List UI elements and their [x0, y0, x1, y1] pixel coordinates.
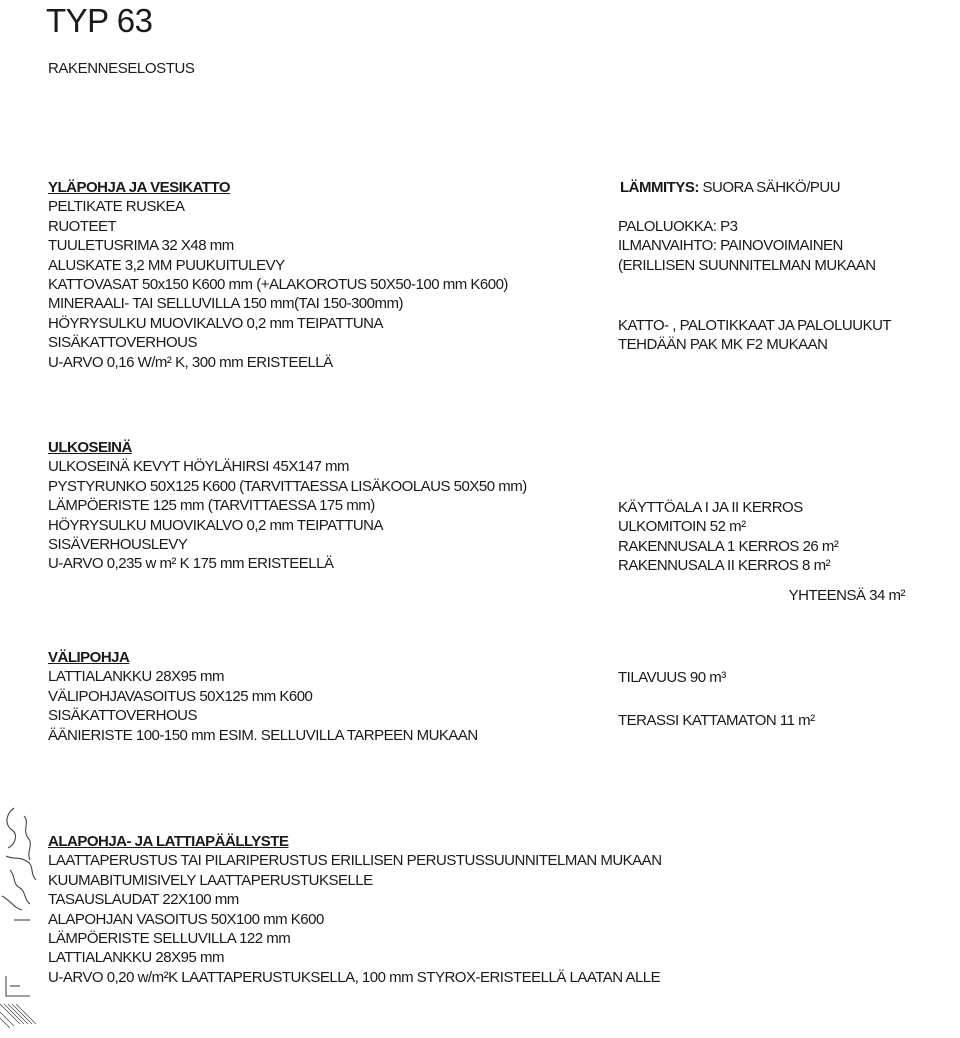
- spec-line: PYSTYRUNKO 50X125 K600 (TARVITTAESSA LISÄKOOLAUS 50X50 mm): [48, 477, 527, 495]
- spec-line: TASAUSLAUDAT 22X100 mm: [48, 891, 239, 909]
- spec-line: RAKENNUSALA 1 KERROS 26 m²: [618, 537, 839, 555]
- spec-line: LAATTAPERUSTUS TAI PILARIPERUSTUS ERILLISEN PERUSTUSSUUNNITELMAN MUKAAN: [48, 852, 662, 870]
- roof-ladder-block: [618, 316, 891, 355]
- fire-ventilation-block: [618, 217, 876, 275]
- spec-line: MINERAALI- TAI SELLUVILLA 150 mm(TAI 150-300mm): [48, 295, 403, 313]
- spec-line: LÄMPÖERISTE SELLUVILLA 122 mm: [48, 929, 291, 947]
- heating-block: [620, 178, 840, 197]
- section-heading: VÄLIPOHJA: [48, 649, 130, 666]
- document-subtitle: RAKENNESELOSTUS: [48, 60, 195, 77]
- spec-line: HÖYRYSULKU MUOVIKALVO 0,2 mm TEIPATTUNA: [48, 314, 384, 332]
- area-total: [700, 586, 905, 605]
- section-ylapohja: [48, 178, 508, 372]
- section-heading: ULKOSEINÄ: [48, 439, 132, 456]
- document-title: TYP 63: [46, 2, 153, 39]
- spec-line: (ERILLISEN SUUNNITELMAN MUKAAN: [618, 256, 876, 274]
- spec-line: HÖYRYSULKU MUOVIKALVO 0,2 mm TEIPATTUNA: [48, 516, 384, 534]
- spec-line: LATTIALANKKU 28X95 mm: [48, 668, 224, 686]
- spec-line: RUOTEET: [48, 217, 117, 235]
- spec-line: SISÄKATTOVERHOUS: [48, 334, 197, 352]
- spec-line: RAKENNUSALA II KERROS 8 m²: [618, 557, 831, 575]
- spec-line: U-ARVO 0,16 W/m² K, 300 mm ERISTEELLÄ: [48, 353, 333, 371]
- spec-line: SISÄVERHOUSLEVY: [48, 535, 188, 553]
- spec-line: TUULETUSRIMA 32 X48 mm: [48, 237, 234, 255]
- spec-line: LÄMPÖERISTE 125 mm (TARVITTAESSA 175 mm): [48, 497, 375, 515]
- spec-line: ALUSKATE 3,2 MM PUUKUITULEVY: [48, 256, 285, 274]
- spec-line: ALAPOHJAN VASOITUS 50X100 mm K600: [48, 910, 324, 928]
- spec-line: PALOLUOKKA: P3: [618, 218, 738, 235]
- section-heading: ALAPOHJA- JA LATTIAPÄÄLLYSTE: [48, 833, 289, 850]
- spec-line: SISÄKATTOVERHOUS: [48, 707, 197, 725]
- heating-label: LÄMMITYS:: [620, 179, 699, 196]
- spec-line: VÄLIPOHJAVASOITUS 50X125 mm K600: [48, 687, 313, 705]
- spec-line: PELTIKATE RUSKEA: [48, 198, 185, 216]
- section-alapohja: [48, 832, 662, 987]
- spec-line: TEHDÄÄN PAK MK F2 MUKAAN: [618, 336, 828, 354]
- heating-value: SUORA SÄHKÖ/PUU: [702, 179, 841, 196]
- volume-value: TILAVUUS 90 m³: [618, 669, 726, 686]
- spec-line: ULKOMITOIN 52 m²: [618, 518, 746, 536]
- spec-line: LATTIALANKKU 28X95 mm: [48, 949, 224, 967]
- spec-line: KATTO- , PALOTIKKAAT JA PALOLUUKUT: [618, 317, 892, 334]
- areas-block: [618, 498, 838, 576]
- spec-line: ILMANVAIHTO: PAINOVOIMAINEN: [618, 237, 843, 255]
- spec-line: YHTEENSÄ 34 m²: [788, 587, 905, 604]
- terrace-value: TERASSI KATTAMATON 11 m²: [618, 712, 815, 729]
- spec-line: ÄÄNIERISTE 100-150 mm ESIM. SELLUVILLA TARPEEN MUKAAN: [48, 726, 478, 744]
- spec-line: ULKOSEINÄ KEVYT HÖYLÄHIRSI 45X147 mm: [48, 458, 350, 476]
- floor-section-sketch: [0, 800, 48, 1038]
- section-valipohja: [48, 648, 478, 745]
- section-heading: YLÄPOHJA JA VESIKATTO: [48, 179, 231, 196]
- spec-line: KÄYTTÖALA I JA II KERROS: [618, 499, 803, 516]
- section-ulkoseina: [48, 438, 527, 574]
- spec-line: U-ARVO 0,235 w m² K 175 mm ERISTEELLÄ: [48, 555, 334, 573]
- spec-line: U-ARVO 0,20 w/m²K LAATTAPERUSTUKSELLA, 100 mm STYROX-ERISTEELLÄ LAATAN ALLE: [48, 968, 661, 986]
- spec-line: KUUMABITUMISIVELY LAATTAPERUSTUKSELLE: [48, 871, 373, 889]
- spec-line: KATTOVASAT 50x150 K600 mm (+ALAKOROTUS 50X50-100 mm K600): [48, 275, 508, 293]
